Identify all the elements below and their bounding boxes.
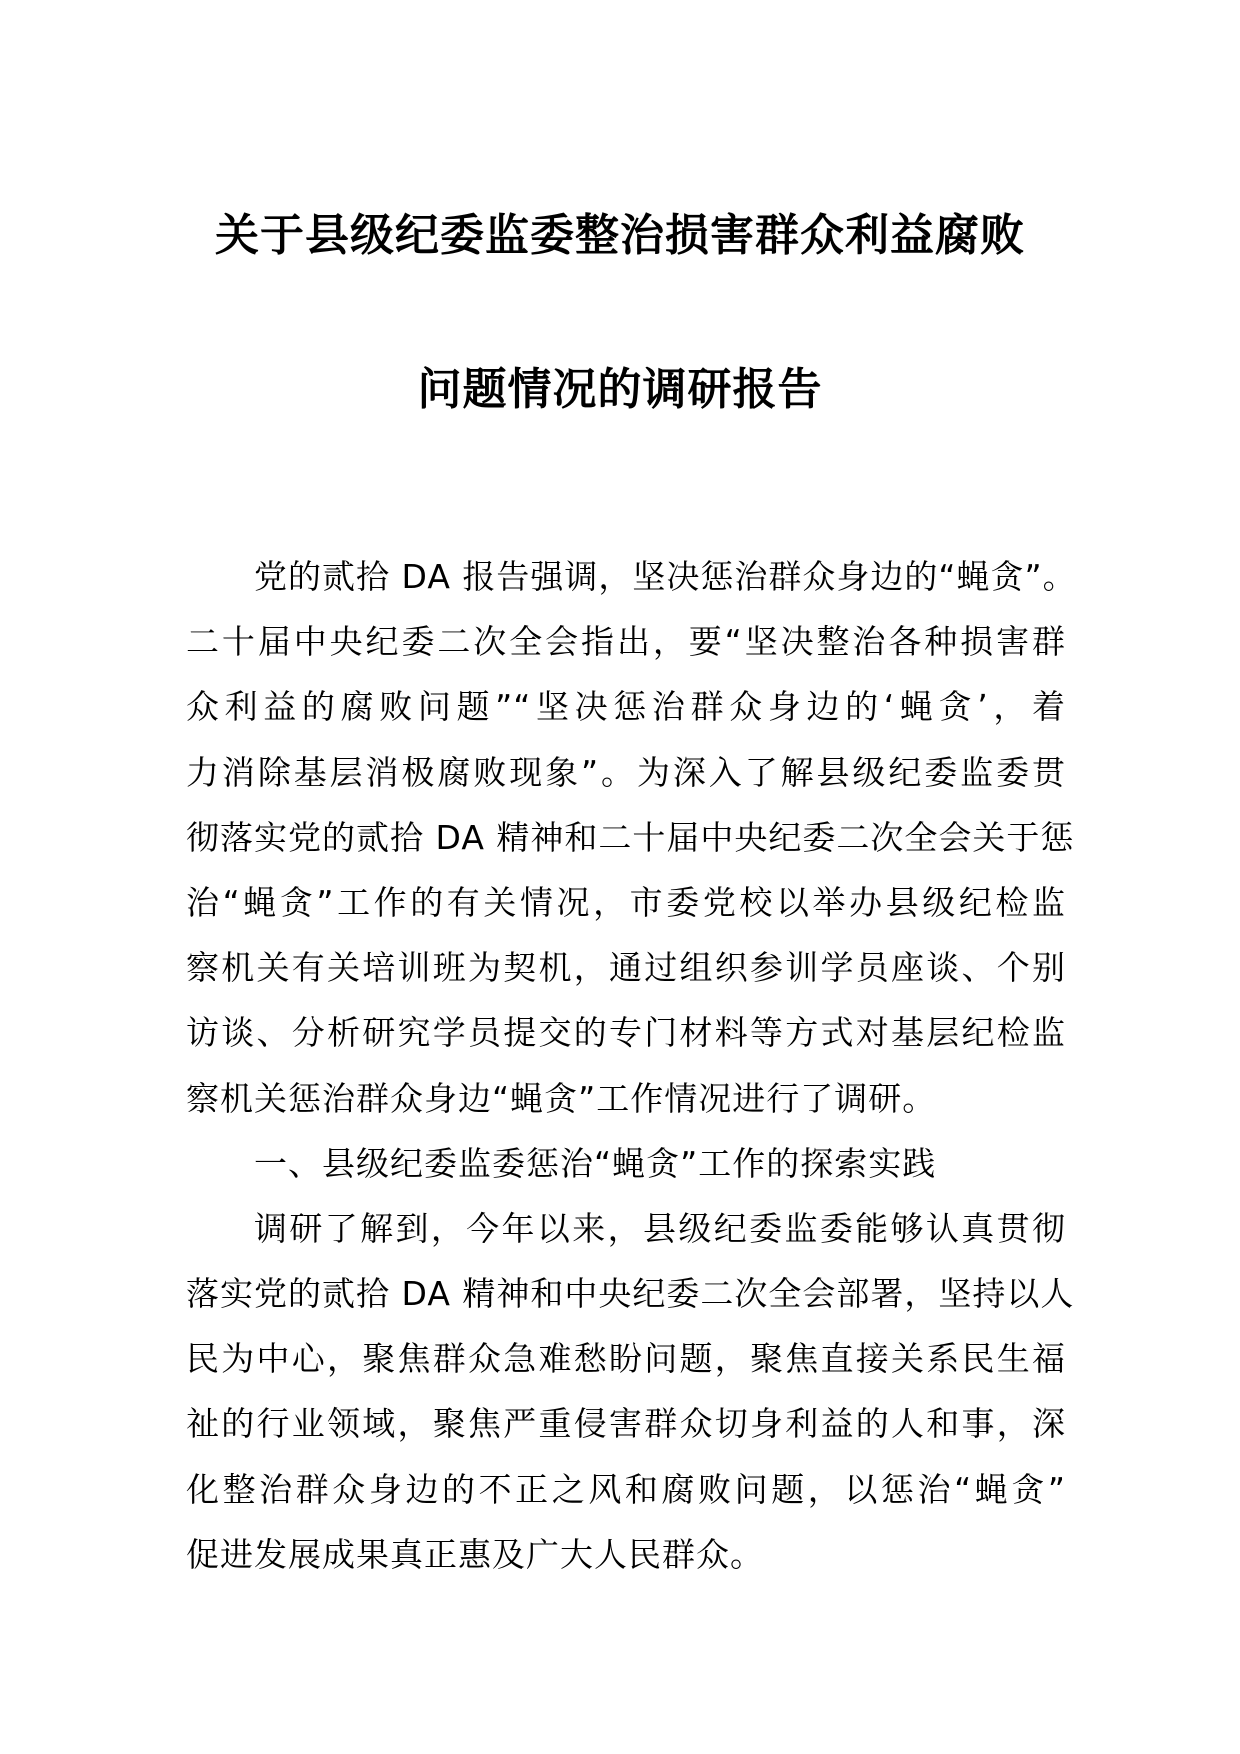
document-title-line-2: 问题情况的调研报告 — [417, 364, 823, 415]
body-line: 察机关有关培训班为契机，通过组织参训学员座谈、个别 — [186, 948, 1066, 988]
document-body — [186, 544, 1077, 1587]
body-line: 彻落实党的贰拾 DA 精神和二十届中央纪委二次全会关于惩 — [186, 817, 1075, 857]
body-line: 调研了解到，今年以来，县级纪委监委能够认真贯彻 — [254, 1208, 1066, 1248]
body-line: 访谈、分析研究学员提交的专门材料等方式对基层纪检监 — [186, 1013, 1066, 1053]
document-title-line-1: 关于县级纪委监委整治损害群众利益腐败 — [215, 210, 1025, 261]
body-line: 促进发展成果真正惠及广大人民群众。 — [186, 1534, 764, 1574]
body-line: 祉的行业领域，聚焦严重侵害群众切身利益的人和事，深 — [186, 1404, 1066, 1444]
body-line: 察机关惩治群众身边“蝇贪”工作情况进行了调研。 — [186, 1078, 937, 1118]
body-line: 力消除基层消极腐败现象”。为深入了解县级纪委监委贯 — [186, 752, 1066, 792]
body-line: 落实党的贰拾 DA 精神和中央纪委二次全会部署，坚持以人 — [186, 1274, 1075, 1314]
body-line: 民为中心，聚焦群众急难愁盼问题，聚焦直接关系民生福 — [186, 1339, 1066, 1379]
body-line: 治“蝇贪”工作的有关情况，市委党校以举办县级纪检监 — [186, 882, 1066, 922]
section-heading: 一、县级纪委监委惩治“蝇贪”工作的探索实践 — [254, 1143, 937, 1183]
body-line: 众利益的腐败问题”“坚决惩治群众身边的‘蝇贪’，着 — [186, 687, 1066, 727]
body-line: 化整治群众身边的不正之风和腐败问题，以惩治“蝇贪” — [186, 1469, 1066, 1509]
body-line: 党的贰拾 DA 报告强调，坚决惩治群众身边的“蝇贪”。 — [254, 557, 1077, 596]
body-line: 二十届中央纪委二次全会指出，要“坚决整治各种损害群 — [186, 622, 1066, 662]
